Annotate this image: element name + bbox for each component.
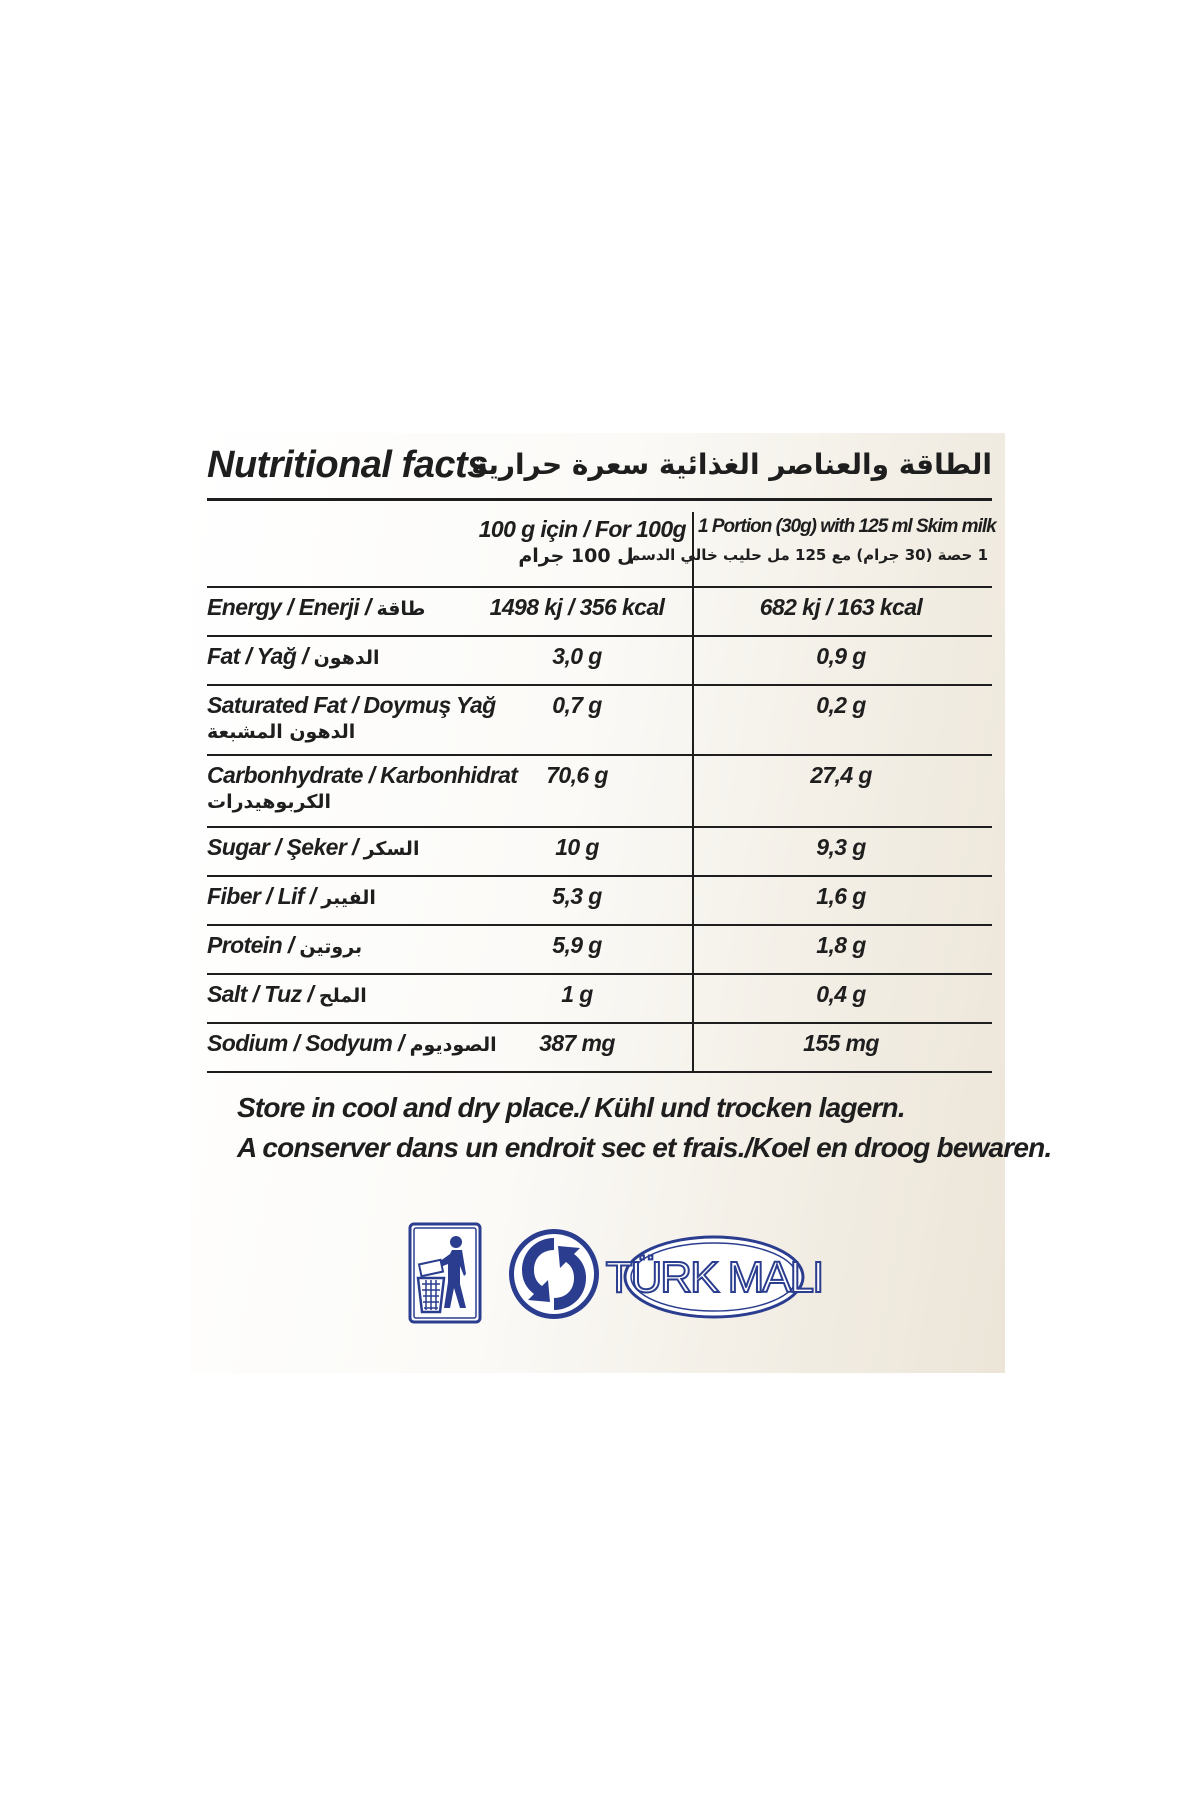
table-row xyxy=(207,974,992,1023)
value-portion: 0,4 g xyxy=(693,974,992,1023)
storage-instructions xyxy=(237,1088,1051,1168)
header-per-100g-arabic: ل 100 جرام xyxy=(518,545,634,567)
value-per-100g: 1498 kj / 356 kcal xyxy=(466,587,693,636)
nutrient-name xyxy=(207,685,496,755)
nutrient-label-arabic: الملح xyxy=(318,985,367,1007)
value-portion: 1,8 g xyxy=(693,925,992,974)
nutrient-label-arabic: السكر xyxy=(363,838,420,860)
table-header-row xyxy=(207,512,992,587)
nutrient-label-arabic: طاقة xyxy=(376,598,426,620)
nutrient-label: Salt / Tuz / xyxy=(207,981,314,1007)
value-portion: 0,2 g xyxy=(693,685,992,755)
title-row xyxy=(207,436,992,501)
nutrient-name xyxy=(207,587,466,636)
storage-line-1: Store in cool and dry place./ Kühl und trocken lagern. xyxy=(237,1092,905,1123)
value-portion: 0,9 g xyxy=(693,636,992,685)
nutrient-name xyxy=(207,1023,497,1072)
nutrient-label: Saturated Fat / Doymuş Yağ xyxy=(207,692,496,718)
value-per-100g: 3,0 g xyxy=(466,636,693,685)
value-per-100g: 387 mg xyxy=(466,1023,693,1072)
header-portion-label: 1 Portion (30g) with 125 ml Skim milk xyxy=(698,516,996,537)
nutrient-name xyxy=(207,827,466,876)
nutrient-label-arabic: الصوديوم xyxy=(409,1034,497,1056)
nutrient-label-arabic: بروتين xyxy=(299,936,363,958)
tidyman-recycle-bin-icon xyxy=(408,1222,482,1324)
nutrition-table xyxy=(207,512,996,1073)
header-portion xyxy=(629,512,996,587)
value-portion: 155 mg xyxy=(693,1023,992,1072)
header-portion-arabic: 1 حصة (30 جرام) مع 125 مل حليب خالي الدسم xyxy=(629,546,988,564)
table-row xyxy=(207,587,992,636)
value-portion: 1,6 g xyxy=(693,876,992,925)
header-per-100g-label: 100 g için / For 100g xyxy=(478,516,686,542)
table-row xyxy=(207,925,992,974)
value-per-100g: 5,9 g xyxy=(466,925,693,974)
value-portion: 9,3 g xyxy=(693,827,992,876)
value-per-100g: 0,7 g xyxy=(466,685,693,755)
header-empty-cell xyxy=(207,512,466,587)
nutrient-label-arabic: الدهون xyxy=(313,647,380,669)
value-portion: 682 kj / 163 kcal xyxy=(693,587,992,636)
storage-line-2: A conserver dans un endroit sec et frais./Koel en droog bewaren. xyxy=(237,1132,1052,1163)
nutrient-label: Carbonhydrate / Karbonhidrat xyxy=(207,762,518,788)
green-dot-recycle-icon xyxy=(506,1226,602,1322)
turk-mali-logo xyxy=(605,1234,823,1320)
value-portion: 27,4 g xyxy=(693,755,992,827)
value-per-100g: 70,6 g xyxy=(466,755,693,827)
title-english: Nutritional facts xyxy=(207,444,488,486)
nutrient-label: Fat / Yağ / xyxy=(207,643,308,669)
value-per-100g: 1 g xyxy=(466,974,693,1023)
nutrient-label: Fiber / Lif / xyxy=(207,883,316,909)
nutrient-label-arabic: الكربوهيدرات xyxy=(207,791,332,813)
value-per-100g: 5,3 g xyxy=(466,876,693,925)
table-row xyxy=(207,876,992,925)
nutrient-name xyxy=(207,974,466,1023)
table-row xyxy=(207,1023,992,1072)
nutrient-label: Energy / Enerji / xyxy=(207,594,371,620)
table-row xyxy=(207,755,992,827)
nutrient-name xyxy=(207,925,466,974)
nutrient-name xyxy=(207,755,518,827)
value-per-100g: 10 g xyxy=(466,827,693,876)
table-row xyxy=(207,685,992,755)
nutrient-label: Protein / xyxy=(207,932,294,958)
title-arabic: الطاقة والعناصر الغذائية سعرة حرارية xyxy=(471,448,992,481)
table-row xyxy=(207,827,992,876)
nutrient-label-arabic: الفيبر xyxy=(321,887,376,909)
nutrient-name xyxy=(207,876,466,925)
table-row xyxy=(207,636,992,685)
nutrient-label: Sodium / Sodyum / xyxy=(207,1030,404,1056)
nutrient-label: Sugar / Şeker / xyxy=(207,834,358,860)
turk-mali-text: TÜRK MALI xyxy=(605,1253,823,1302)
nutrient-label-arabic: الدهون المشبعة xyxy=(207,721,356,743)
nutrient-name xyxy=(207,636,466,685)
